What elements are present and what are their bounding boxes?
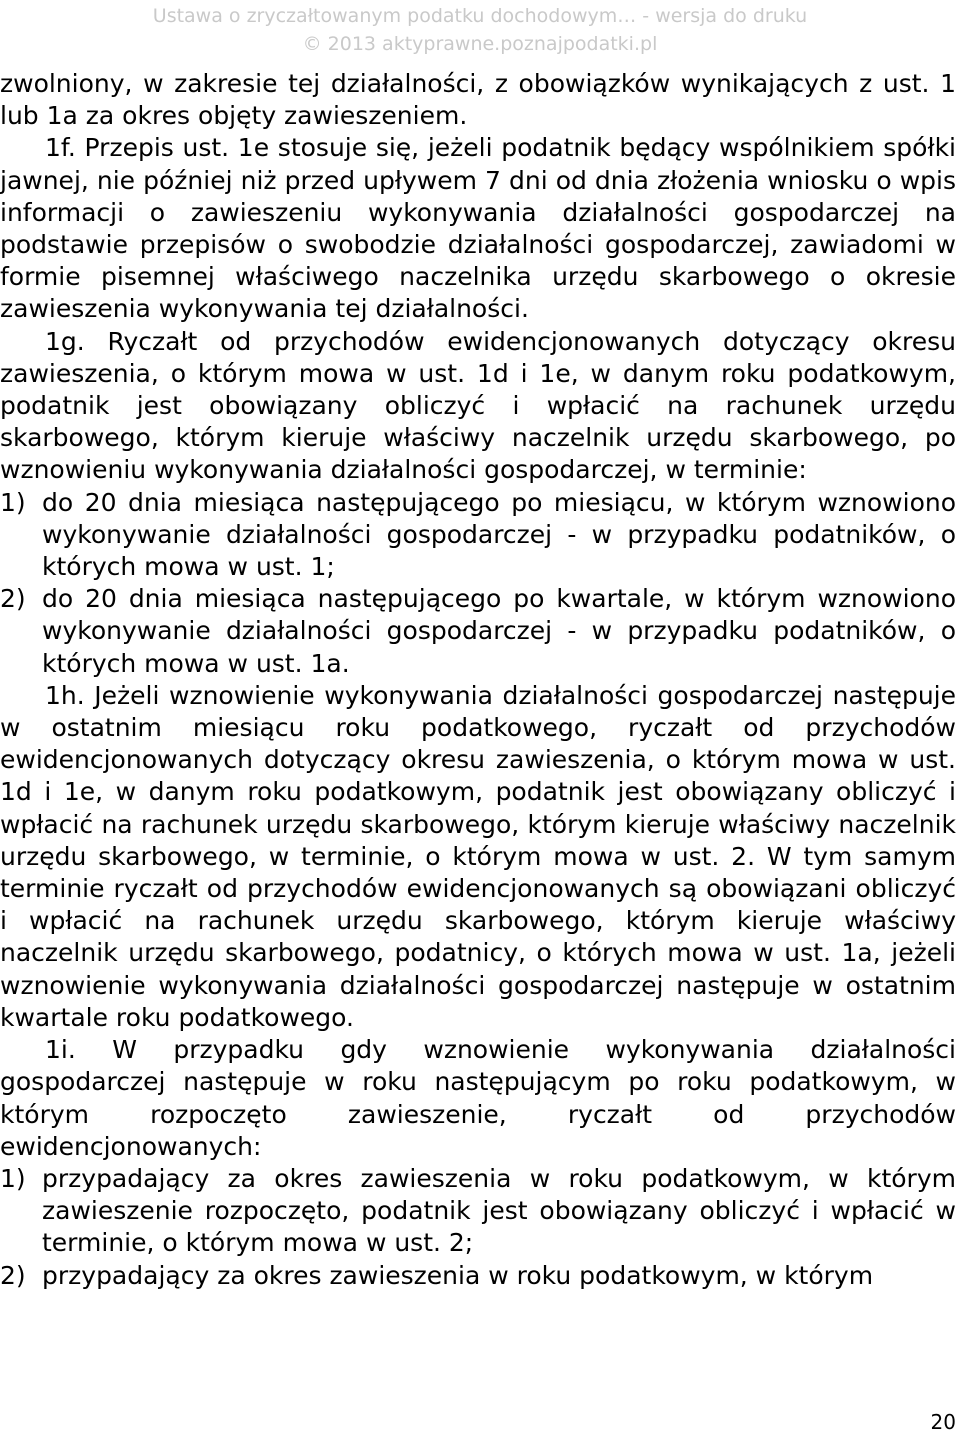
list-item-text: przypadający za okres zawieszenia w roku podatkowym, w którym zawieszenie rozpoczęto, podatnik jest obowiązany obliczyć i wpłacić w terminie, o którym mowa w ust. 2; (42, 1163, 956, 1258)
list-item-number: 1) (0, 487, 26, 517)
paragraph-1g: 1g. Ryczałt od przychodów ewidencjonowanych dotyczący okresu zawieszenia, o którym mowa w ust. 1d i 1e, w danym roku podatkowym, podatnik jest obowiązany obliczyć i wpłacić na rachunek urzędu skarbowego, którym kieruje właściwy naczelnik urzędu skarbowego, po wznowieniu wykonywania działalności gospodarczej, w terminie: (0, 326, 956, 485)
list-item-1g-1 (0, 487, 956, 584)
page-number: 20 (930, 1410, 956, 1434)
header-title: Ustawa o zryczałtowanym podatku dochodowym… - wersja do druku (152, 5, 808, 27)
list-item-1g-2 (0, 583, 956, 680)
paragraph-1f: 1f. Przepis ust. 1e stosuje się, jeżeli podatnik będący wspólnikiem spółki jawnej, nie później niż przed upływem 7 dni od dnia złożenia wniosku o wpis informacji o zawieszeniu wykonywania działalności gospodarczej na podstawie przepisów o swobodzie działalności gospodarczej, zawiadomi w formie pisemnej właściwego naczelnika urzędu skarbowego o okresie zawieszenia wykonywania tej działalności. (0, 133, 956, 324)
list-item-number: 2) (0, 584, 26, 614)
paragraph-continuation: zwolniony, w zakresie tej działalności, z obowiązków wynikających z ust. 1 lub 1a za okres objęty zawieszeniem. (0, 69, 956, 131)
list-item-text: przypadający za okres zawieszenia w roku podatkowym, w którym (42, 1260, 874, 1290)
list-item-1i-1 (0, 1163, 956, 1260)
list-item-number: 2) (0, 1260, 26, 1290)
list-item-number: 1) (0, 1163, 26, 1193)
list-item-text: do 20 dnia miesiąca następującego po kwartale, w którym wznowiono wykonywanie działalności gospodarczej - w przypadku podatników, o których mowa w ust. 1a. (42, 584, 956, 678)
page-header (0, 2, 960, 58)
paragraph-1h: 1h. Jeżeli wznowienie wykonywania działalności gospodarczej następuje w ostatnim miesiącu roku podatkowego, ryczałt od przychodów ewidencjonowanych dotyczący okresu zawieszenia, o którym mowa w ust. 1d i 1e, w danym roku podatkowym, podatnik jest obowiązany obliczyć i wpłacić na rachunek urzędu skarbowego, którym kieruje właściwy naczelnik urzędu skarbowego, w terminie, o którym mowa w ust. 2. W tym samym terminie ryczałt od przychodów ewidencjonowanych są obowiązani obliczyć i wpłacić na rachunek urzędu skarbowego, którym kieruje właściwy naczelnik urzędu skarbowego, podatnicy, o których mowa w ust. 1a, jeżeli wznowienie wykonywania działalności gospodarczej następuje w ostatnim kwartale roku podatkowego. (0, 680, 956, 1032)
document-body (0, 68, 956, 1292)
paragraph-1i: 1i. W przypadku gdy wznowienie wykonywania działalności gospodarczej następuje w roku następującym po roku podatkowym, w którym rozpoczęto zawieszenie, ryczałt od przychodów ewidencjonowanych: (0, 1035, 956, 1161)
header-copyright: © 2013 aktyprawne.poznajpodatki.pl (302, 33, 658, 55)
list-item-text: do 20 dnia miesiąca następującego po miesiącu, w którym wznowiono wykonywanie działalności gospodarczej - w przypadku podatników, o których mowa w ust. 1; (42, 487, 956, 582)
list-item-1i-2 (0, 1260, 956, 1292)
